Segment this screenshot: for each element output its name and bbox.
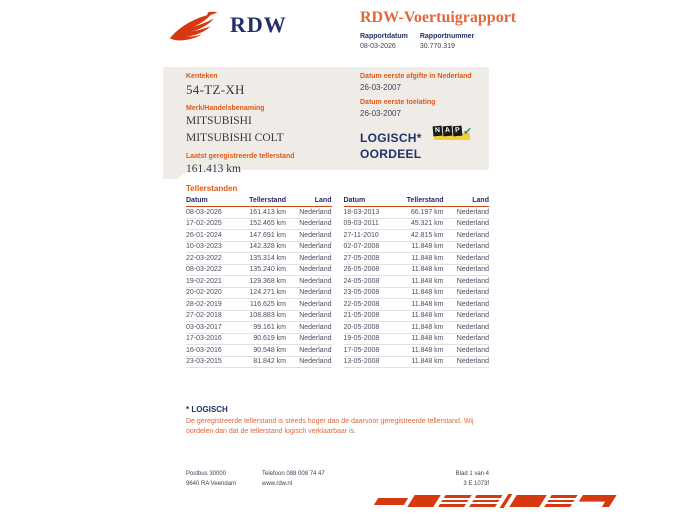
cell-tellerstand: 11.848 km: [411, 300, 444, 308]
cell-tellerstand: 116.625 km: [249, 300, 286, 308]
col-header-tellerstand: Tellerstand: [406, 197, 444, 204]
cell-land: Nederland: [456, 300, 489, 308]
cell-datum: 02-07-2008: [343, 243, 380, 250]
rdw-wing-icon: [168, 10, 220, 46]
cell-datum: 09-03-2011: [343, 220, 379, 227]
cell-tellerstand: 45.321 km: [410, 220, 444, 227]
nap-checkmark-icon: ✔: [463, 126, 473, 138]
cell-land: Nederland: [299, 335, 332, 342]
cell-land: Nederland: [299, 231, 332, 239]
cell-datum: 27-11-2010: [343, 231, 379, 239]
table-row: [344, 276, 490, 288]
cell-land: Nederland: [456, 323, 489, 331]
report-date-label: Rapportdatum: [360, 33, 408, 40]
report-date-value: 08-03-2026: [360, 43, 396, 50]
vehicle-summary-panel: [163, 67, 489, 175]
cell-tellerstand: 11.848 km: [411, 243, 444, 250]
rdw-logo: [168, 10, 287, 46]
cell-tellerstand: 142.328 km: [249, 243, 286, 250]
col-header-datum: Datum: [186, 197, 208, 204]
cell-land: Nederland: [456, 208, 489, 216]
cell-tellerstand: 11.848 km: [411, 266, 444, 273]
toelating-label: Datum eerste toelating: [360, 99, 436, 106]
table-row: [344, 322, 490, 334]
col-header-land: Land: [472, 197, 489, 204]
cell-land: Nederland: [299, 300, 332, 308]
cell-datum: 27-02-2018: [186, 312, 222, 319]
cell-land: Nederland: [299, 243, 332, 250]
table-row: [186, 207, 332, 219]
col-header-land: Land: [314, 197, 332, 204]
cell-datum: 08-03-2026: [186, 208, 222, 216]
cell-land: Nederland: [299, 208, 332, 216]
page-title: RDW-Voertuigrapport: [360, 9, 517, 26]
table-header: [186, 197, 332, 207]
merk-label: Merk/Handelsbenaming: [186, 105, 265, 112]
nap-logo: [433, 126, 475, 142]
cell-datum: 23-03-2015: [186, 358, 222, 365]
cell-land: Nederland: [299, 266, 332, 273]
handelsbenaming-value: MITSUBISHI COLT: [186, 132, 284, 144]
cell-land: Nederland: [456, 266, 489, 273]
table-row: [344, 207, 490, 219]
table-row: [344, 242, 490, 254]
cell-datum: 20-05-2008: [343, 323, 380, 331]
cell-land: Nederland: [456, 254, 489, 262]
cell-tellerstand: 11.848 km: [411, 335, 444, 342]
stripe-hook: [575, 495, 616, 507]
cell-tellerstand: 11.848 km: [411, 323, 444, 331]
cell-tellerstand: 90.619 km: [253, 335, 286, 342]
table-row: [344, 345, 490, 357]
afgifte-label: Datum eerste afgifte in Nederland: [360, 73, 472, 80]
merk-value: MITSUBISHI: [186, 115, 252, 127]
cell-datum: 23-05-2008: [343, 289, 380, 296]
cell-land: Nederland: [456, 346, 489, 354]
table-row: [186, 230, 332, 242]
toelating-value: 26-03-2007: [360, 109, 401, 118]
table-row: [344, 357, 490, 369]
table-row: [186, 253, 332, 265]
cell-tellerstand: 108.883 km: [249, 312, 286, 319]
table-row: [186, 276, 332, 288]
cell-datum: 17-05-2008: [343, 346, 380, 354]
table-row: [344, 219, 490, 231]
footer-address: [186, 469, 262, 489]
cell-datum: 10-03-2023: [186, 243, 222, 250]
footer-contact: [262, 469, 456, 489]
footer-phone: Telefoon 088 008 74 47: [262, 471, 325, 477]
cell-land: Nederland: [456, 231, 489, 239]
stripe-lines: [544, 495, 577, 507]
cell-datum: 17-03-2016: [186, 335, 222, 342]
report-number-value: 30.770.319: [419, 43, 455, 50]
footer-address-line1: Postbus 30000: [186, 471, 227, 477]
cell-land: Nederland: [456, 243, 489, 250]
cell-datum: 03-03-2017: [186, 323, 222, 331]
cell-tellerstand: 42.815 km: [410, 231, 444, 239]
cell-tellerstand: 147.691 km: [249, 231, 286, 239]
cell-land: Nederland: [299, 358, 332, 365]
cell-land: Nederland: [456, 312, 489, 319]
report-meta: [360, 33, 474, 50]
tellerstanden-title: Tellerstanden: [186, 184, 238, 193]
oordeel-line2: OORDEEL: [360, 147, 422, 161]
table-row: [344, 299, 490, 311]
registration-dates-column: [360, 73, 485, 162]
footer-page-info: [456, 469, 489, 489]
laatste-tellerstand-value: 161.413 km: [186, 163, 241, 175]
cell-tellerstand: 11.848 km: [411, 254, 444, 262]
cell-land: Nederland: [299, 346, 332, 354]
cell-datum: 28-02-2019: [186, 300, 222, 308]
col-header-tellerstand: Tellerstand: [249, 197, 286, 204]
cell-datum: 26-01-2024: [186, 231, 222, 239]
cell-datum: 21-05-2008: [343, 312, 380, 319]
tellerstanden-table-left: [186, 197, 332, 368]
table-row: [186, 311, 332, 323]
cell-tellerstand: 129.368 km: [249, 277, 286, 285]
cell-datum: 22-03-2022: [186, 254, 222, 262]
footer-address-line2: 9640 RA Veendam: [186, 481, 237, 487]
cell-tellerstand: 135.314 km: [249, 254, 286, 262]
report-number-label: Rapportnummer: [419, 33, 475, 40]
cell-land: Nederland: [299, 254, 332, 262]
page-footer: [186, 469, 489, 489]
cell-tellerstand: 161.413 km: [249, 208, 286, 216]
footer-form-code: 3 E 1073f: [463, 481, 489, 487]
cell-datum: 13-05-2008: [343, 358, 380, 365]
tellerstanden-section: [186, 184, 489, 368]
table-row: [344, 288, 490, 300]
stripe-block: [407, 495, 440, 507]
cell-tellerstand: 11.848 km: [411, 358, 444, 365]
cell-datum: 24-05-2008: [343, 277, 380, 285]
cell-land: Nederland: [456, 277, 489, 285]
table-row: [186, 322, 332, 334]
footer-page-number: Blad 1 van 4: [455, 471, 489, 477]
table-row: [186, 357, 332, 369]
nap-letter-n: N: [433, 126, 443, 137]
cell-land: Nederland: [299, 277, 332, 285]
logisch-footnote: [186, 405, 486, 437]
afgifte-value: 26-03-2007: [360, 83, 401, 92]
tellerstanden-table-right: [344, 197, 490, 368]
cell-tellerstand: 90.548 km: [253, 346, 286, 354]
cell-datum: 16-03-2016: [186, 346, 222, 354]
table-row: [186, 345, 332, 357]
cell-tellerstand: 11.848 km: [411, 346, 444, 354]
table-row: [186, 219, 332, 231]
table-row: [344, 311, 490, 323]
stripe-lines: [438, 495, 471, 507]
table-row: [186, 299, 332, 311]
cell-tellerstand: 99.161 km: [253, 323, 286, 331]
cell-tellerstand: 11.848 km: [411, 277, 444, 285]
nap-letter-a: A: [443, 126, 453, 137]
cell-land: Nederland: [456, 220, 489, 227]
cell-tellerstand: 66.197 km: [410, 208, 444, 216]
speed-stripes-graphic: [376, 493, 613, 509]
cell-tellerstand: 11.848 km: [411, 312, 444, 319]
stripe-block: [374, 498, 408, 505]
cell-land: Nederland: [456, 335, 489, 342]
table-row: [344, 265, 490, 277]
cell-land: Nederland: [456, 358, 489, 365]
stripe-lines: [469, 495, 502, 507]
table-row: [186, 242, 332, 254]
cell-land: Nederland: [299, 312, 332, 319]
cell-datum: 22-05-2008: [343, 300, 380, 308]
table-row: [344, 253, 490, 265]
cell-tellerstand: 135.240 km: [249, 266, 286, 273]
kenteken-label: Kenteken: [186, 73, 218, 80]
cell-datum: 26-05-2008: [343, 266, 380, 273]
stripe-block: [509, 495, 546, 507]
oordeel-line1: LOGISCH*: [360, 131, 422, 145]
cell-land: Nederland: [299, 220, 332, 227]
footnote-title: * LOGISCH: [186, 405, 228, 414]
report-date-block: [360, 33, 408, 50]
cell-land: Nederland: [299, 289, 332, 296]
laatste-tellerstand-label: Laatst geregistreerde tellerstand: [186, 153, 295, 160]
kenteken-value: 54-TZ-XH: [186, 82, 245, 97]
col-header-datum: Datum: [343, 197, 366, 204]
cell-datum: 17-02-2025: [186, 220, 222, 227]
rdw-logo-text: RDW: [230, 12, 287, 37]
footer-website-link[interactable]: www.rdw.nl: [262, 481, 293, 487]
cell-datum: 20-02-2020: [186, 289, 222, 296]
cell-datum: 19-05-2008: [343, 335, 380, 342]
table-row: [186, 265, 332, 277]
cell-datum: 18-03-2013: [343, 208, 380, 216]
table-row: [344, 334, 490, 346]
footnote-text: De geregistreerde tellerstand is steeds hoger dan de daarvoor geregistreerde tellerstand. Wij oordelen dan dat de tellerstand logisch verklaarbaar is.: [186, 418, 474, 435]
cell-land: Nederland: [299, 323, 332, 331]
table-row: [186, 288, 332, 300]
vehicle-id-column: [186, 73, 346, 177]
cell-datum: 08-03-2022: [186, 266, 222, 273]
cell-datum: 19-02-2021: [186, 277, 222, 285]
cell-tellerstand: 81.842 km: [253, 358, 286, 365]
nap-letter-p: P: [453, 126, 463, 137]
cell-tellerstand: 11.848 km: [411, 289, 444, 296]
cell-tellerstand: 124.271 km: [249, 289, 286, 296]
cell-datum: 27-05-2008: [343, 254, 380, 262]
table-row: [186, 334, 332, 346]
table-row: [344, 230, 490, 242]
report-number-block: [420, 33, 474, 50]
table-header: [344, 197, 490, 207]
cell-land: Nederland: [456, 289, 489, 296]
cell-tellerstand: 152.465 km: [249, 220, 286, 227]
